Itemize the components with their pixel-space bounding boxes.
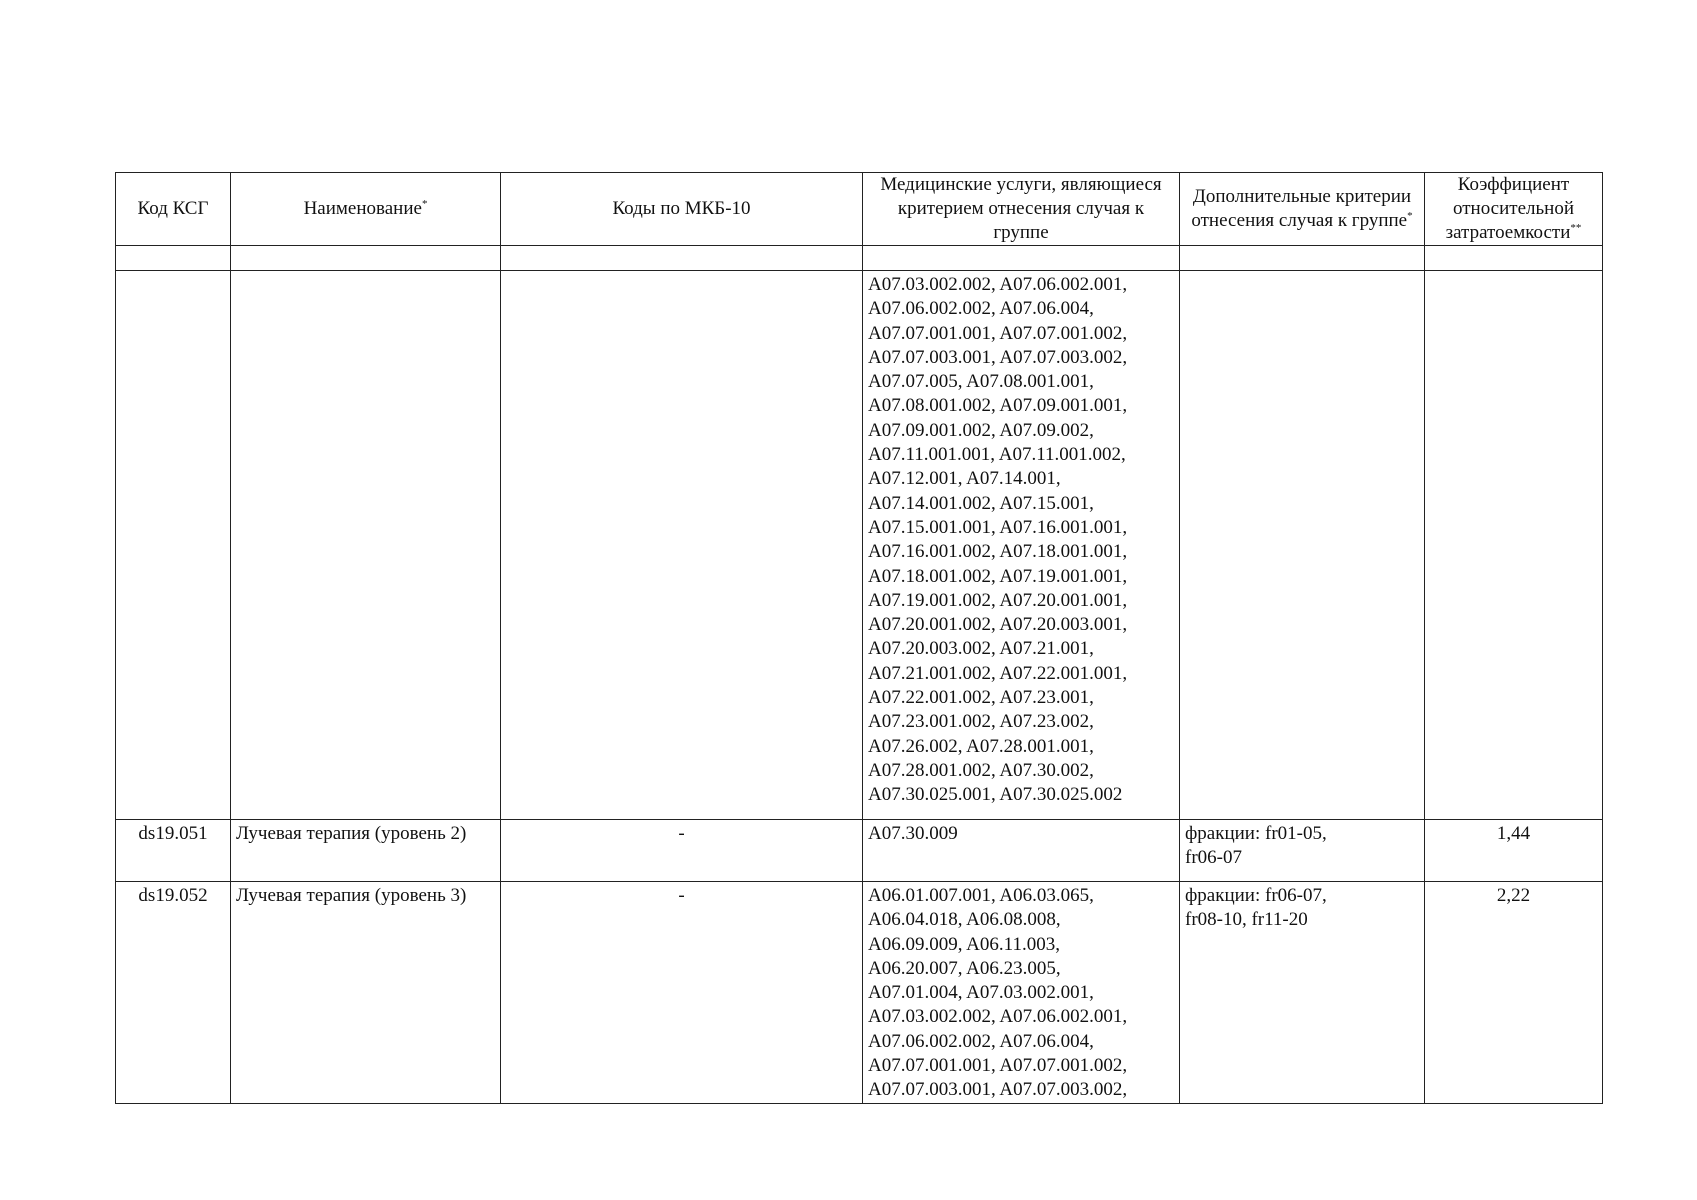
- list-item: fr06-07: [1185, 847, 1242, 869]
- ksg-table: [115, 172, 1603, 1104]
- list-item: A07.20.003.002, A07.21.001,: [868, 638, 1094, 660]
- list-item: A07.07.003.001, A07.07.003.002,: [868, 346, 1128, 368]
- extra-criteria: [1180, 882, 1425, 1104]
- ksg-code: ds19.051: [116, 820, 231, 882]
- list-item: A06.20.007, A06.23.005,: [868, 957, 1061, 979]
- table-row: [116, 882, 1603, 1104]
- list-item: A07.07.001.001, A07.07.001.002,: [868, 1055, 1128, 1077]
- list-item: A07.16.001.002, A07.18.001.001,: [868, 541, 1128, 563]
- list-item: A07.01.004, A07.03.002.001,: [868, 982, 1094, 1004]
- services-cell: [863, 882, 1180, 1104]
- list-item: A07.07.005, A07.08.001.001,: [868, 371, 1094, 393]
- list-item: A07.03.002.002, A07.06.002.001,: [868, 274, 1128, 295]
- list-item: A07.06.002.002, A07.06.004,: [868, 298, 1094, 320]
- footnote-mark: *: [421, 198, 428, 210]
- services-list: [868, 271, 1174, 808]
- list-item: фракции: fr01-05,: [1185, 823, 1327, 844]
- list-item: A07.19.001.002, A07.20.001.001,: [868, 589, 1128, 611]
- list-item: A07.11.001.001, A07.11.001.002,: [868, 444, 1126, 466]
- footnote-mark: **: [1570, 222, 1582, 234]
- list-item: fr08-10, fr11-20: [1185, 909, 1308, 931]
- table-row: [116, 820, 1603, 882]
- list-item: A07.06.002.002, A07.06.004,: [868, 1030, 1094, 1052]
- header-services: Медицинские услуги, являющиеся критерием отнесения случая к группе: [863, 173, 1180, 246]
- extra-criteria: [1180, 820, 1425, 882]
- mkb-codes: -: [501, 820, 863, 882]
- header-name: Наименование*: [231, 173, 501, 246]
- ksg-name: Лучевая терапия (уровень 3): [231, 882, 501, 1104]
- list-item: A07.22.001.002, A07.23.001,: [868, 687, 1094, 709]
- list-item: A07.12.001, A07.14.001,: [868, 468, 1061, 490]
- header-coefficient: Коэффициент относительной затратоемкости**: [1425, 173, 1603, 246]
- table-row-continuation: [116, 271, 1603, 820]
- list-item: A07.15.001.001, A07.16.001.001,: [868, 516, 1128, 538]
- list-item: A06.01.007.001, A06.03.065,: [868, 885, 1094, 906]
- list-item: A06.04.018, A06.08.008,: [868, 909, 1061, 931]
- list-item: A07.09.001.002, A07.09.002,: [868, 419, 1094, 441]
- list-item: A07.07.001.001, A07.07.001.002,: [868, 322, 1128, 344]
- header-code: Код КСГ: [116, 173, 231, 246]
- list-item: A06.09.009, A06.11.003,: [868, 933, 1060, 955]
- ksg-name: Лучевая терапия (уровень 2): [231, 820, 501, 882]
- column-number-row: [116, 246, 1603, 271]
- mkb-codes: -: [501, 882, 863, 1104]
- list-item: A07.30.009: [868, 823, 958, 844]
- coefficient: 1,44: [1425, 820, 1603, 882]
- list-item: A07.18.001.002, A07.19.001.001,: [868, 565, 1128, 587]
- list-item: A07.28.001.002, A07.30.002,: [868, 759, 1094, 781]
- list-item: A07.03.002.002, A07.06.002.001,: [868, 1006, 1128, 1028]
- list-item: A07.08.001.002, A07.09.001.001,: [868, 395, 1128, 417]
- coefficient: 2,22: [1425, 882, 1603, 1104]
- header-extra-criteria: Дополнительные критерии отнесения случая к группе*: [1180, 173, 1425, 246]
- services-cell: [863, 820, 1180, 882]
- services-cell: [863, 271, 1180, 820]
- list-item: фракции: fr06-07,: [1185, 885, 1327, 906]
- footnote-mark: *: [1407, 210, 1413, 222]
- ksg-code: ds19.052: [116, 882, 231, 1104]
- list-item: A07.23.001.002, A07.23.002,: [868, 711, 1094, 733]
- list-item: A07.26.002, A07.28.001.001,: [868, 735, 1094, 757]
- list-item: A07.21.001.002, A07.22.001.001,: [868, 662, 1128, 684]
- header-mkb: Коды по МКБ-10: [501, 173, 863, 246]
- list-item: A07.20.001.002, A07.20.003.001,: [868, 614, 1128, 636]
- list-item: A07.07.003.001, A07.07.003.002,: [868, 1079, 1128, 1101]
- header-row: [116, 173, 1603, 246]
- list-item: A07.30.025.001, A07.30.025.002: [868, 784, 1123, 806]
- list-item: A07.14.001.002, A07.15.001,: [868, 492, 1094, 514]
